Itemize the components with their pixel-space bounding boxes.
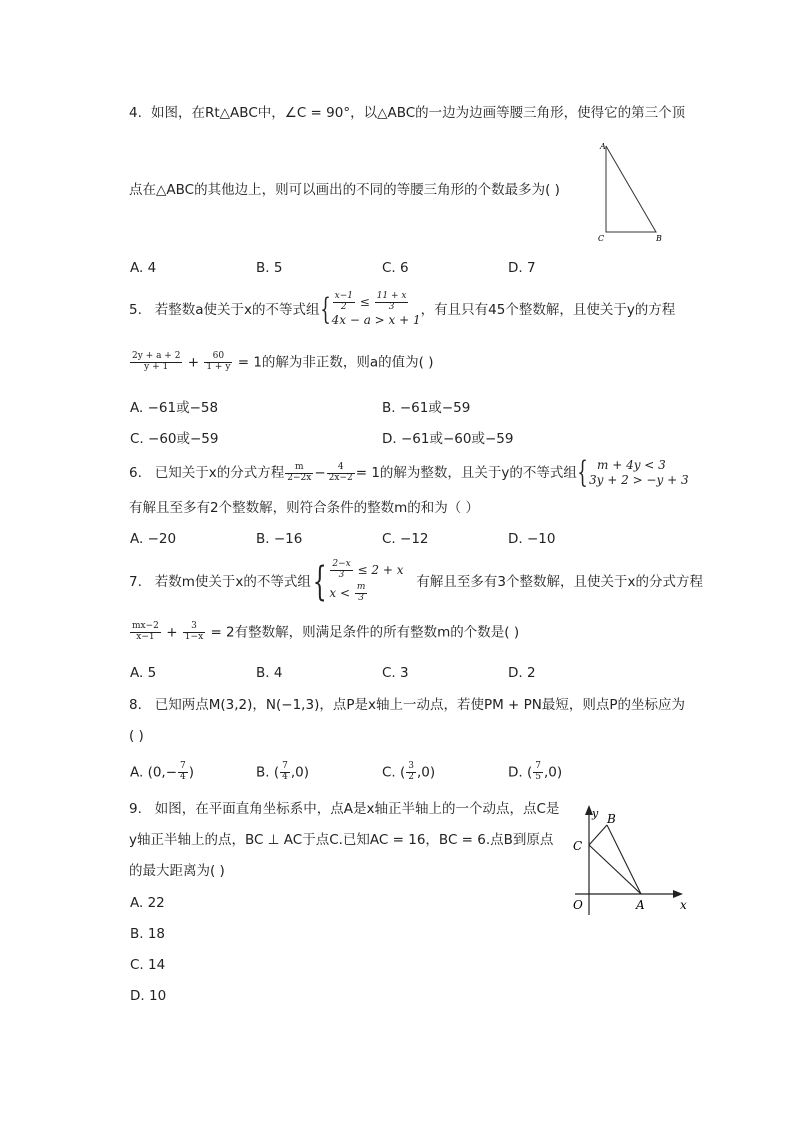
q4-option-b[interactable]: B. 5 [256,260,283,276]
q9-label-a: A [636,898,645,912]
q4-stem-line2: 点在△ABC的其他边上，则可以画出的不同的等腰三角形的个数最多为( ) [129,182,560,198]
q9-stem-line1: 9. 如图，在平面直角坐标系中，点A是x轴正半轴上的一个动点，点C是 [129,801,560,817]
q5-post: ，有且只有45个整数解，且使关于y的方程 [420,301,676,318]
q5-stem-line2: $\frac{2y + a + 2}{y + 1}$ + $\frac{60}{1 + y}$ = 1的解为非正数，则a的值为( ) [132,351,434,372]
q5-option-a[interactable]: A. −61或−58 [130,400,219,416]
q9-option-a[interactable]: A. 22 [130,895,165,911]
q7-option-a[interactable]: A. 5 [130,665,157,681]
q5-number: 5. [129,301,142,318]
q9-label-c: C [573,839,583,853]
q8-number: 8. [129,697,142,713]
q5-option-c[interactable]: C. −60或−59 [130,431,219,447]
q9-label-x: x [680,898,687,912]
q9-stem-line2: y轴正半轴上的点，BC ⊥ AC于点C.已知AC = 16，BC = 6.点B到原点 [129,832,554,848]
q7-inequality-system: $\frac{2-x}{3}$ ≤ 2 + x x < $\frac{m}{3}$ [329,559,404,603]
q9-x-arrow [673,890,683,898]
q4-label-c: C [598,234,605,243]
q6-option-d[interactable]: D. −10 [508,531,556,547]
q8-option-a[interactable]: A. (0,− $\frac{7}{4}$ ) [130,761,195,782]
q7-stem-line2: $\frac{mx-2}{x-1}$ + $\frac{3}{1-x}$ = 2有整数解，则满足条件的所有整数m的个数是( ) [132,621,520,642]
q9-coordinate-figure [565,803,695,918]
q6-stem-line2: 有解且至多有2个整数解，则符合条件的整数m的和为（ ） [129,500,480,516]
q9-label-y: y [592,807,599,820]
q4-number: 4. [129,105,142,121]
q4-label-a: A [600,142,606,151]
q5-brace: { [319,291,331,327]
q9-number: 9. [129,801,142,817]
q7-option-b[interactable]: B. 4 [256,665,283,681]
q9-label-o: O [573,898,583,912]
q7-stem-line1: 7. 若数m使关于x的不等式组{ $\frac{2-x}{3}$ ≤ 2 + x x < $\frac{m}{3}$ 有解且至多有3个整数解，且使关于x的分式方程 [129,558,703,605]
q6-option-b[interactable]: B. −16 [256,531,303,547]
q6-stem-line1: 6. 已知关于x的分式方程 $\frac{m}{2-2x}$ − $\frac{4}{2x-2}$ = 1的解为整数，且关于y的不等式组{ m + 4y < 3 3y + 2 > −y + 3 [129,455,689,490]
q8-option-c[interactable]: C. ( $\frac{3}{2}$ ,0) [382,761,436,782]
q7-brace: { [312,558,327,605]
q9-option-c[interactable]: C. 14 [130,957,166,973]
q9-option-d[interactable]: D. 10 [130,988,167,1004]
q4-option-a[interactable]: A. 4 [130,260,157,276]
q8-option-d[interactable]: D. ( $\frac{7}{5}$ ,0) [508,761,563,782]
q4-option-d[interactable]: D. 7 [508,260,536,276]
q5-option-d[interactable]: D. −61或−60或−59 [382,431,514,447]
q6-option-a[interactable]: A. −20 [130,531,177,547]
q9-stem-line3: 的最大距离为( ) [129,863,225,879]
q4-triangle-figure [595,140,675,250]
q5-option-b[interactable]: B. −61或−59 [382,400,471,416]
q8-stem-line2: ( ) [129,728,144,744]
q6-option-c[interactable]: C. −12 [382,531,429,547]
q5-inequality-system: $\frac{x-1}{2}$ ≤ $\frac{11 + x}{3}$ 4x − a > x + 1 [331,291,421,327]
q7-number: 7. [129,573,142,590]
q8-option-b[interactable]: B. ( $\frac{7}{4}$ ,0) [256,761,310,782]
q5-pre: 若整数a使关于x的不等式组 [154,301,320,318]
q4-stem-line1: 如图，在Rt△ABC中，∠C = 90°，以△ABC的一边为边画等腰三角形，使得它的第三个顶 [151,105,686,121]
q9-label-b: B [607,812,616,826]
q9-option-b[interactable]: B. 18 [130,926,166,942]
q4-label-b: B [656,234,662,243]
q6-brace: { [577,455,588,490]
q6-inequality-system: m + 4y < 3 3y + 2 > −y + 3 [589,458,689,487]
q7-option-c[interactable]: C. 3 [382,665,409,681]
q8-stem-line1: 8. 已知两点M(3,2)，N(−1,3)，点P是x轴上一动点，若使PM + PN最短，则点P的坐标应为 [129,697,686,713]
q5-sys-line2: 4x − a > x + 1 [331,312,421,327]
q7-option-d[interactable]: D. 2 [508,665,536,681]
q6-number: 6. [129,465,142,481]
q5-stem-line1 [129,292,675,328]
q4-option-c[interactable]: C. 6 [382,260,409,276]
